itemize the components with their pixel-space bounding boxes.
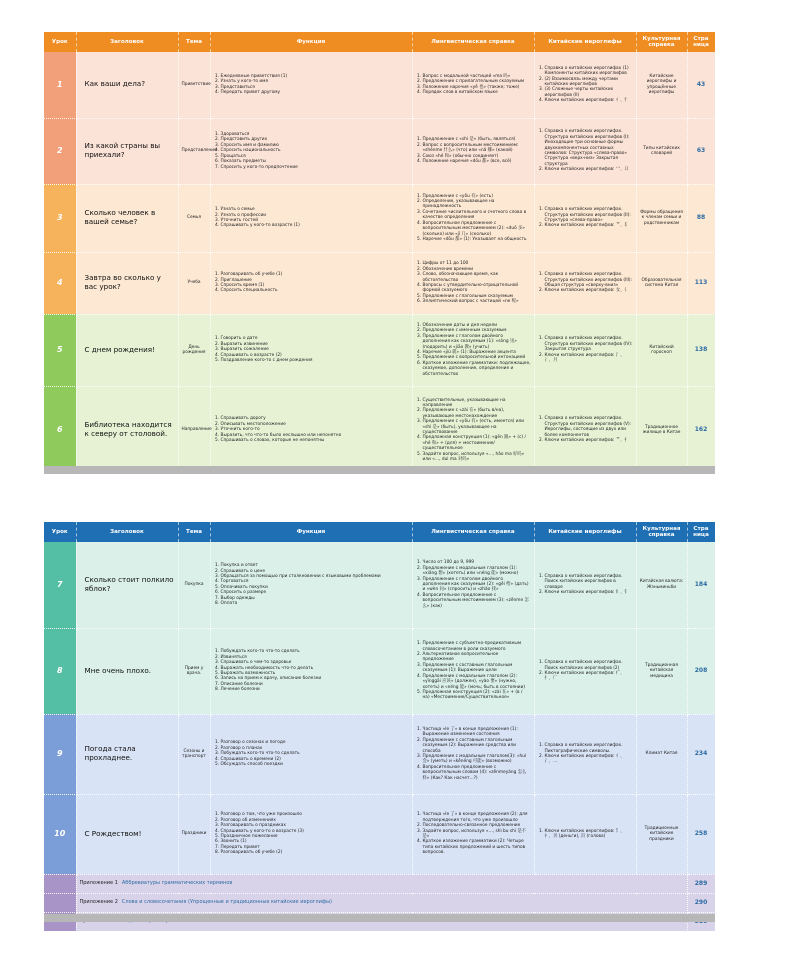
- lesson-linguistic: [412, 628, 534, 714]
- characters-item: 2. Ключи китайских иероглифов: 纟、钅: [545, 590, 633, 595]
- lesson-row: [44, 252, 715, 314]
- header-topic: Тема: [178, 32, 210, 52]
- header-linguistic: Лингвистическая справка: [412, 32, 534, 52]
- lesson-functions: [210, 794, 412, 874]
- characters-item: 1. Справка о китайских иероглифах. Структура китайских иероглифов (IV): Закрытая структура: [545, 336, 633, 352]
- lesson-functions: [210, 184, 412, 252]
- table-bottom-bar: [44, 466, 715, 474]
- lesson-culture: Китайская валюта: Жэньминьби: [636, 542, 687, 628]
- lesson-number: 1: [44, 52, 76, 118]
- linguistic-item: 3. Предложение с глаголом двойного дополнения как сказуемым (1): «sòng 送» (подарить) и «jiāo 教» (учить): [423, 334, 531, 350]
- function-item: 3. Спрашивать о чем-то здоровье: [221, 660, 409, 665]
- header-row: [44, 32, 715, 52]
- contents-table-top: [44, 32, 716, 475]
- linguistic-item: 2. Предложение с составным глагольным сказуемым (2): Выражение средства или способа: [423, 738, 531, 754]
- linguistic-item: 3. Предложение с глаголом двойного дополнения как сказуемым (2): «gěi 给» (дать) и «wèn 问» (спросить) и «zhǎo 找»: [423, 577, 531, 593]
- header-title: Заголовок: [76, 522, 178, 542]
- lesson-title: Мне очень плохо.: [76, 628, 178, 714]
- header-culture: Культурная справка: [636, 32, 687, 52]
- linguistic-item: 3. Задайте вопрос, используя «…, shì bu shì 是不是»: [423, 829, 531, 840]
- function-item: 1. Говорить о дате: [221, 336, 409, 341]
- characters-item: 2. Ключи китайских иероглифов: 疒、扌、厂: [545, 671, 633, 682]
- lesson-characters: [534, 52, 636, 118]
- appendix-label: Приложение 2: [79, 898, 118, 905]
- lesson-topic: Праздники: [178, 794, 210, 874]
- function-item-list: [214, 272, 409, 294]
- lesson-characters: [534, 714, 636, 794]
- lesson-topic: Направление: [178, 386, 210, 474]
- characters-item: 1. Справка о китайских иероглифах. Поиск китайских иероглифов в словаре: [545, 574, 633, 590]
- function-item: 7. Выбор одежды: [221, 596, 409, 601]
- linguistic-item: 3. Слово, обозначающее время, как обстоятельство: [423, 272, 531, 283]
- lesson-number: 4: [44, 252, 76, 314]
- header-characters: Китайские иероглифы: [534, 522, 636, 542]
- function-item: 8. Разговаривать об учебе (2): [221, 850, 409, 855]
- characters-item: 1. Справка о китайских иероглифах. Пиктографические символы.: [545, 743, 633, 754]
- linguistic-item-list: [416, 261, 531, 304]
- characters-item: 1. Справка о китайских иероглифах. Структура китайских иероглифов (V): Иероглифы, состоящие из двух или более компонентов: [545, 416, 633, 438]
- linguistic-item: 3. Сочетание числительного и счетного слова в качестве определения: [423, 210, 531, 221]
- linguistic-item-list: [416, 74, 531, 96]
- lesson-topic: Сезоны и транспорт: [178, 714, 210, 794]
- linguistic-item: 6. Краткое изложение грамматики: подлежащее, сказуемое, дополнение, определение и обстоятельство: [423, 361, 531, 377]
- lesson-culture: Формы обращения к членам семьи и родственникам: [636, 184, 687, 252]
- function-item-list: [214, 416, 409, 443]
- linguistic-item: 3. Союз «hé 和» (обычно соединяет): [423, 154, 531, 159]
- function-item: 3. Уточнить кого-то: [221, 427, 409, 432]
- function-item: 4. Выразить, что что-то было неслышно или непонятно: [221, 433, 409, 438]
- linguistic-item: 5. Задайте вопрос, используя «…, hǎo ma 好吗» или «…, duì ma 对吗»: [423, 452, 531, 463]
- linguistic-item: 2. Обозначение времени: [423, 267, 531, 272]
- function-item: 8. Лечение болезни: [221, 687, 409, 692]
- function-item-list: [214, 740, 409, 767]
- lesson-number: 2: [44, 118, 76, 184]
- function-item: 4. Передать привет другому: [221, 90, 409, 95]
- function-item: 4. Спрашивать о возрасте (2): [221, 353, 409, 358]
- lesson-characters: [534, 628, 636, 714]
- lesson-culture: Китайский гороскоп: [636, 314, 687, 386]
- function-item: 7. Описание болезни: [221, 682, 409, 687]
- linguistic-item: 4. Вопросительное предложение с вопросительным местоимением (3): «zěnme 怎么» (как): [423, 593, 531, 609]
- linguistic-item-list: [416, 641, 531, 700]
- function-item: 1. Побуждать кого-то что-то сделать: [221, 649, 409, 654]
- function-item: 5. Выражать возможность: [221, 671, 409, 676]
- function-item: 1. Здороваться: [221, 132, 409, 137]
- linguistic-item: 4. Предложение с модальным глаголом (2): «yīnggāi 应该» (должен), «yào 要» (нужно, хотеть) и «néng 能» (мочь; быть в состоянии): [423, 674, 531, 690]
- linguistic-item: 1. Вопрос с модальной частицей «ma 吗»: [423, 74, 531, 79]
- lesson-number: 8: [44, 628, 76, 714]
- linguistic-item: 4. Предложная конструкция (1): «gēn 跟» + (с) / «hé 和» + (для) + местоимение/существительное: [423, 435, 531, 451]
- linguistic-item: 4. Вопросительное предложение с вопросительным словом (4): «zěnmeyàng 怎么样» (Как? Как насчет...?): [423, 765, 531, 781]
- function-item: 2. Узнать у кого-то имя: [221, 79, 409, 84]
- function-item: 7. Передать привет: [221, 845, 409, 850]
- lesson-number: 7: [44, 542, 76, 628]
- function-item: 5. Спрашивать о словах, которые не непонятны: [221, 438, 409, 443]
- linguistic-item-list: [416, 323, 531, 377]
- header-characters: Китайские иероглифы: [534, 32, 636, 52]
- lesson-culture: Традиционные китайские праздники: [636, 794, 687, 874]
- linguistic-item: 1. Частица «le 了» в конце предложения (2): для подтверждения того, что уже произошло: [423, 812, 531, 823]
- lesson-linguistic: [412, 184, 534, 252]
- lesson-functions: [210, 386, 412, 474]
- characters-item: 2. Ключи китайских иероглифов: 女、讠: [545, 288, 633, 293]
- lesson-row: [44, 314, 715, 386]
- function-item: 3. Представиться: [221, 85, 409, 90]
- header-topic: Тема: [178, 522, 210, 542]
- lesson-culture: Типы китайских словарей: [636, 118, 687, 184]
- lesson-characters: [534, 314, 636, 386]
- function-item-list: [214, 812, 409, 855]
- lesson-culture: Климат Китая: [636, 714, 687, 794]
- function-item: 7. Спросить у кого-то предпочтение: [221, 165, 409, 170]
- lesson-topic: Прием у врача.: [178, 628, 210, 714]
- linguistic-item-list: [416, 727, 531, 781]
- lesson-title: Библиотека находится к северу от столовой.: [76, 386, 178, 474]
- lesson-title: Сколько человек в вашей семье?: [76, 184, 178, 252]
- characters-item: 1. Справка о китайских иероглифах (1) Компоненты китайских иероглифов: [545, 66, 633, 77]
- lesson-linguistic: [412, 714, 534, 794]
- linguistic-item: 2. Последовательно-связанное предложение: [423, 823, 531, 828]
- linguistic-item: 1. Предложение с «yǒu 有» (есть): [423, 194, 531, 199]
- function-item-list: [214, 74, 409, 96]
- appendix-page-link[interactable]: 290: [687, 893, 715, 912]
- function-item: 2. Приглашение: [221, 278, 409, 283]
- function-item: 3. Уточнить гостей: [221, 218, 409, 223]
- linguistic-item: 2. Альтернативное вопросительное предложение: [423, 652, 531, 663]
- lesson-title: Завтра во сколько у вас урок?: [76, 252, 178, 314]
- function-item: 2. Выразить извинение: [221, 342, 409, 347]
- lesson-number: 10: [44, 794, 76, 874]
- characters-item: 2. (2) Взаимосвязь между чертами китайских иероглифов: [545, 77, 633, 88]
- characters-item-list: [538, 660, 633, 682]
- characters-item: 2. Ключи китайских иероглифов: 艹、扌: [545, 438, 633, 443]
- header-culture: Культурная справка: [636, 522, 687, 542]
- function-item: 5. Поздравление кого-то с днем рождения: [221, 358, 409, 363]
- lesson-functions: [210, 628, 412, 714]
- lesson-page-link[interactable]: 138: [687, 314, 715, 386]
- function-item: 2. Разговор об изменениях: [221, 818, 409, 823]
- linguistic-item: 1. Число от 100 до 9, 999: [423, 560, 531, 565]
- lesson-number: 9: [44, 714, 76, 794]
- function-item-list: [214, 336, 409, 363]
- linguistic-item: 4. Краткое изложение грамматики (2): Четыре типа китайских предложений и шесть типов вопросов.: [423, 839, 531, 855]
- characters-item: 3. (3) Сложные черты китайских иероглифов (II): [545, 87, 633, 98]
- lesson-culture: Традиционная китайская медицина: [636, 628, 687, 714]
- linguistic-item: 4. Вопросы с утвердительно-отрицательной формой сказуемого: [423, 283, 531, 294]
- linguistic-item-list: [416, 560, 531, 609]
- lesson-characters: [534, 542, 636, 628]
- function-item: 1. Разговор о сезонах и погоде: [221, 740, 409, 745]
- lesson-functions: [210, 314, 412, 386]
- function-item-list: [214, 207, 409, 229]
- appendix-link[interactable]: Слова и словосочетания (Упрощенные и традиционные китайские иероглифы): [121, 898, 332, 905]
- function-item: 6. Спросить о размере: [221, 590, 409, 595]
- function-item-list: [214, 132, 409, 170]
- characters-item-list: [538, 207, 633, 229]
- lesson-linguistic: [412, 52, 534, 118]
- appendix-link[interactable]: Аббревиатуры грамматических терминов: [121, 879, 233, 886]
- function-item: 1. Спрашивать дорогу: [221, 416, 409, 421]
- lesson-page-link[interactable]: 234: [687, 714, 715, 794]
- lesson-topic: Покупка: [178, 542, 210, 628]
- function-item: 5. Обсуждать способ поездки: [221, 762, 409, 767]
- lesson-page-link[interactable]: 63: [687, 118, 715, 184]
- linguistic-item: 1. Предложение с субъектно-предикативным словосочетанием в роли сказуемого: [423, 641, 531, 652]
- lesson-topic: Представление: [178, 118, 210, 184]
- linguistic-item: 2. Определение, указывающее на принадлежность: [423, 199, 531, 210]
- appendix-row: [44, 893, 715, 912]
- characters-item: 1. Справка о китайских иероглифах. Структура китайских иероглифов (II): Структура «слева-право»: [545, 207, 633, 223]
- linguistic-item: 2. Предложение с прилагательным сказуемым: [423, 79, 531, 84]
- lesson-title: Сколько стоит полкило яблок?: [76, 542, 178, 628]
- characters-item-list: [538, 66, 633, 104]
- characters-item-list: [538, 829, 633, 840]
- function-item: 1. Ежедневные приветствия (1): [221, 74, 409, 79]
- characters-item-list: [538, 416, 633, 443]
- lesson-culture: Образовательная система Китая: [636, 252, 687, 314]
- function-item: 8. Оплата: [221, 601, 409, 606]
- characters-item: 2. Ключи китайских иероглифов: 亻、冫、…: [545, 754, 633, 765]
- linguistic-item: 1. Предложение с «shì 是» (быть, являться): [423, 137, 531, 142]
- appendix-marker: [44, 893, 76, 912]
- lesson-culture: Традиционное жилище в Китае: [636, 386, 687, 474]
- lesson-number: 5: [44, 314, 76, 386]
- function-item: 2. Извиняться: [221, 655, 409, 660]
- linguistic-item: 2. Предложение с модальным глаголом (1): «xiǎng 想» (хотеть) или «néng 能» (можно): [423, 566, 531, 577]
- function-item: 4. Торговаться: [221, 579, 409, 584]
- linguistic-item: 5. Предложение с вопросительной интонацией: [423, 355, 531, 360]
- function-item: 6. Запись на прием к врачу, описание болезни: [221, 676, 409, 681]
- characters-item: 4. Ключи китайских иероглифов: 亻、忄: [545, 98, 633, 103]
- lesson-functions: [210, 252, 412, 314]
- function-item: 2. Узнать о профессии: [221, 213, 409, 218]
- linguistic-item: 5. Предложение с глагольным сказуемым: [423, 294, 531, 299]
- header-page: Стра ница: [687, 522, 715, 542]
- lesson-page-link[interactable]: 184: [687, 542, 715, 628]
- lesson-row: [44, 794, 715, 874]
- lesson-page-link[interactable]: 43: [687, 52, 715, 118]
- characters-item: 1. Справка о китайских иероглифах. Поиск китайских иероглифов (2): [545, 660, 633, 671]
- lesson-row: [44, 628, 715, 714]
- lesson-number: 6: [44, 386, 76, 474]
- function-item: 3. Спросить имя и фамилию: [221, 143, 409, 148]
- lesson-characters: [534, 252, 636, 314]
- linguistic-item: 2. Предложение с именным сказуемым: [423, 328, 531, 333]
- header-title: Заголовок: [76, 32, 178, 52]
- linguistic-item: 3. Предложение с «yǒu 有» (есть, имеется) или «shì 是» (быть), указывающее на существование: [423, 419, 531, 435]
- lesson-row: [44, 542, 715, 628]
- characters-item-list: [538, 336, 633, 363]
- lesson-functions: [210, 542, 412, 628]
- lesson-row: [44, 714, 715, 794]
- lesson-page-link[interactable]: 258: [687, 794, 715, 874]
- characters-item: 1. Справка о китайских иероглифах. Структура китайских иероглифов (I): Иноходящие три основные формы двухкомпонентных составных символов: Структура «слева-право» Структура «верх-низ» Закрытая структура: [545, 129, 633, 167]
- function-item: 6. Показать предметы: [221, 159, 409, 164]
- linguistic-item: 5. Предложная конструкция (2): «zài 在» + (в / на) «Местоимение/Существительное»: [423, 690, 531, 701]
- lesson-row: [44, 386, 715, 474]
- contents-table-bottom: [44, 522, 716, 932]
- lesson-linguistic: [412, 386, 534, 474]
- linguistic-item: 4. Положение наречия «dōu 都» (все, всё): [423, 159, 531, 164]
- lesson-characters: [534, 794, 636, 874]
- linguistic-item: 3. Предложение с составным глагольным сказуемым (1): Выражение цели: [423, 663, 531, 674]
- linguistic-item: 4. Наречие «jiù 就» (1): Выражение акцента: [423, 350, 531, 355]
- function-item: 2. Спрашивать о цене: [221, 569, 409, 574]
- lesson-topic: Семья: [178, 184, 210, 252]
- header-linguistic: Лингвистическая справка: [412, 522, 534, 542]
- linguistic-item-list: [416, 137, 531, 164]
- characters-item-list: [538, 574, 633, 596]
- lesson-number: 3: [44, 184, 76, 252]
- function-item: 4. Спрашивать у кого-то возрасте (1): [221, 223, 409, 228]
- function-item: 4. Выражать необходимость что-то делать: [221, 666, 409, 671]
- lesson-linguistic: [412, 542, 534, 628]
- appendix-page-link[interactable]: 289: [687, 874, 715, 893]
- linguistic-item-list: [416, 398, 531, 463]
- linguistic-item: 4. Порядок слов в китайском языке: [423, 90, 531, 95]
- lesson-title: Из какой страны вы приехали?: [76, 118, 178, 184]
- lesson-row: [44, 52, 715, 118]
- lesson-page-link[interactable]: 162: [687, 386, 715, 474]
- lesson-functions: [210, 52, 412, 118]
- linguistic-item: 1. Частица «le 了» в конце предложения (1): Выражение изменения состояния: [423, 727, 531, 738]
- lesson-row: [44, 184, 715, 252]
- function-item: 2. Разговор о планах: [221, 746, 409, 751]
- appendix-row: [44, 874, 715, 893]
- function-item: 5. Праздничное пожелание: [221, 834, 409, 839]
- appendix-entry: [76, 874, 687, 893]
- header-lesson: Урок: [44, 32, 76, 52]
- lesson-linguistic: [412, 794, 534, 874]
- lesson-linguistic: [412, 314, 534, 386]
- characters-item-list: [538, 743, 633, 765]
- function-item: 5. Оплачивать покупки: [221, 585, 409, 590]
- linguistic-item: 2. Вопрос с вопросительным местоимением: «shénme 什么» (что) или «nǎ 哪» (какой): [423, 143, 531, 154]
- characters-item: 2. Ключи китайских иероглифов: 宀、口: [545, 167, 633, 172]
- lesson-functions: [210, 714, 412, 794]
- header-function: Функция: [210, 32, 412, 52]
- function-item-list: [214, 649, 409, 692]
- characters-item: 1. Ключи китайских иероглифов: 饣、礻、贝 (деньги), 页 (голова): [545, 829, 633, 840]
- function-item: 2. Представить других: [221, 137, 409, 142]
- lesson-title: Как ваши дела?: [76, 52, 178, 118]
- lesson-characters: [534, 386, 636, 474]
- lesson-row: [44, 118, 715, 184]
- function-item: 3. Выразить сожаление: [221, 347, 409, 352]
- function-item: 5. Прощаться: [221, 154, 409, 159]
- function-item: 4. Спросить национальность: [221, 148, 409, 153]
- function-item: 4. Спрашивать у кого-то о возрасте (3): [221, 829, 409, 834]
- function-item: 3. Обращаться за помощью при столкновении с языковыми проблемами: [221, 574, 409, 579]
- linguistic-item: 1. Существительные, указывающие на направление: [423, 398, 531, 409]
- characters-item-list: [538, 272, 633, 294]
- function-item: 3. Разговаривать о праздниках: [221, 823, 409, 828]
- header-function: Функция: [210, 522, 412, 542]
- lesson-page-link[interactable]: 88: [687, 184, 715, 252]
- linguistic-item: 2. Предложение с «zài 在» (быть в/на), указывающее местонахождение: [423, 408, 531, 419]
- header-row: [44, 522, 715, 542]
- table-bottom-bar: [44, 914, 715, 922]
- function-item: 1. Разговор о том, что уже произошло: [221, 812, 409, 817]
- function-item: 3. Побуждать кого-то что-то сделать: [221, 751, 409, 756]
- lesson-title: С днем рождения!: [76, 314, 178, 386]
- function-item: 2. Описывать местоположение: [221, 422, 409, 427]
- linguistic-item-list: [416, 194, 531, 243]
- header-page: Стра ница: [687, 32, 715, 52]
- characters-item: 2. Ключи китайских иероглифов: 氵、冫、月: [545, 353, 633, 364]
- function-item: 4. Спрашивать о времени (2): [221, 757, 409, 762]
- lesson-page-link[interactable]: 208: [687, 628, 715, 714]
- linguistic-item: 4. Вопросительное предложение с вопросительным местоимением (2): «duō 多» (сколько) или «jǐ 几» (сколько): [423, 221, 531, 237]
- lesson-topic: Учеба: [178, 252, 210, 314]
- appendix-marker: [44, 874, 76, 893]
- lesson-title: С Рождеством!: [76, 794, 178, 874]
- linguistic-item: 3. Предложение с модальным глаголом(3): «huì 会» (уметь) и «kěnéng 可能» (возможно): [423, 754, 531, 765]
- lesson-characters: [534, 184, 636, 252]
- function-item-list: [214, 563, 409, 606]
- function-item: 6. Звонить (1): [221, 839, 409, 844]
- characters-item: 1. Справка о китайских иероглифах. Структура китайских иероглифов (III): Общая структура «сверху-вниз»: [545, 272, 633, 288]
- lesson-topic: День рождения: [178, 314, 210, 386]
- lesson-title: Погода стала прохладнее.: [76, 714, 178, 794]
- linguistic-item: 1. Цифры от 11 до 100: [423, 261, 531, 266]
- appendix-label: Приложение 1: [79, 879, 118, 886]
- function-item: 4. Спросить специальность: [221, 288, 409, 293]
- lesson-functions: [210, 118, 412, 184]
- lesson-linguistic: [412, 118, 534, 184]
- appendix-entry: [76, 893, 687, 912]
- header-lesson: Урок: [44, 522, 76, 542]
- function-item: 3. Спросить время (1): [221, 283, 409, 288]
- linguistic-item: 5. Наречие «dōu 都» (1): Указывает на общность: [423, 237, 531, 242]
- lesson-topic: Приветствие: [178, 52, 210, 118]
- linguistic-item: 3. Положение наречия «yě 也» (также; тоже): [423, 85, 531, 90]
- lesson-culture: Китайские иероглифы и упрощённые иероглифы: [636, 52, 687, 118]
- linguistic-item-list: [416, 812, 531, 855]
- linguistic-item: 6. Эллиптический вопрос с частицей «ne 呢»: [423, 299, 531, 304]
- function-item: 1. Покупка и ответ: [221, 563, 409, 568]
- lesson-page-link[interactable]: 113: [687, 252, 715, 314]
- function-item: 1. Узнать о семье: [221, 207, 409, 212]
- lesson-linguistic: [412, 252, 534, 314]
- linguistic-item: 1. Обозначение даты и дня недели: [423, 323, 531, 328]
- function-item: 1. Разговаривать об учебе (1): [221, 272, 409, 277]
- characters-item-list: [538, 129, 633, 172]
- characters-item: 2. Ключи китайских иероглифов: 艹、阝: [545, 223, 633, 228]
- lesson-characters: [534, 118, 636, 184]
